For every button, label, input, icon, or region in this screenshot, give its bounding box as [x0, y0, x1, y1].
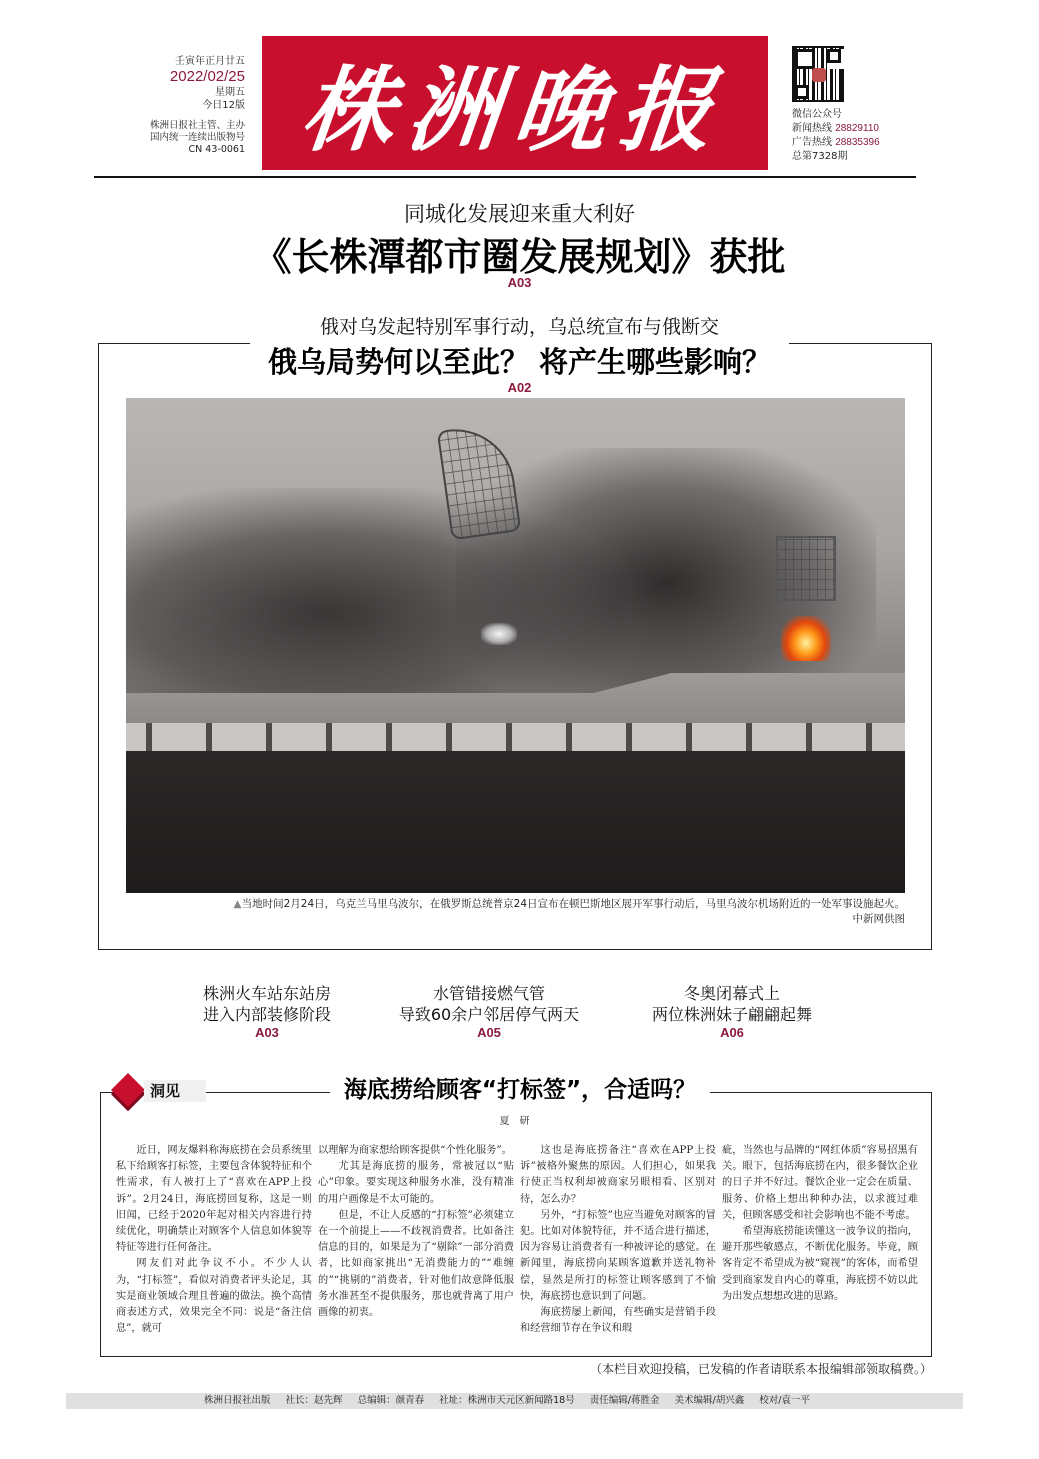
news-hotline: 新闻热线 28829110 [792, 123, 879, 134]
publisher-line-2: 国内统一连续出版物号 [149, 132, 245, 143]
footer-responsible-editor: 责任编辑/蒋胜金 [589, 1395, 660, 1406]
section-tag [110, 1076, 210, 1106]
pages-today: 今日12版 [202, 100, 245, 111]
caption-triangle-icon: ▲ [233, 898, 242, 910]
article-column-3: 这也是海底捞备注“喜欢在APP上投诉”被格外聚焦的原因。人们担心，如果我行使正当权利却被商家另眼相看、区别对待，怎么办？ 另外，“打标签”也应当避免对顾客的冒犯。比如对体貌特征，并不适合进行描述，因为容易让消费者有一种被评论的感觉。在新闻里，海底捞向某顾客道歉并送礼物补偿，显然是所打的标签让顾客感到了不愉快，海底捞也意识到了问题。 海底捞屡上新闻，有些确实是营销手段和经营细节存在争议和瑕 [520, 1145, 716, 1335]
article-column-1: 近日，网友爆料称海底捞在会员系统里私下给顾客打标签，主要包含体貌特征和个性需求，有人被打上了“喜欢在APP上投诉”。2月24日，海底捞回复称，这是一则旧闻，已经于2020年起对相关内容进行持续优化，明确禁止对顾客个人信息如体貌等特征等进行任何备注。 网友们对此争议不小。不少人认为，“打标签”，看似对消费者评头论足，其实是商业领域合理且普遍的做法。换个高情商表述方式，效果完全不同：说是“备注信息”，就可 [116, 1145, 312, 1335]
cn-number: CN 43-0061 [188, 144, 245, 155]
teaser-2[interactable]: 水管错接燃气管 导致60余户邻居停气两天 A05 [374, 983, 604, 1040]
photo-caption: ▲当地时间2月24日，乌克兰马里乌波尔，在俄罗斯总统普京24日宣布在顿巴斯地区展开军事行动后，马里乌波尔机场附近的一处军事设施起火。 中新网供图 [126, 897, 905, 927]
headline-2-kicker: 俄对乌发起特别军事行动，乌总统宣布与俄断交 [319, 316, 719, 338]
footer-proofreader: 校对/袁一平 [759, 1395, 810, 1406]
issue-number: 总第7328期 [792, 151, 848, 162]
headline-1-kicker: 同城化发展迎来重大利好 [404, 202, 635, 226]
footer-publisher: 株洲日报社出版 [204, 1395, 271, 1406]
radar-tower-graphic [776, 536, 836, 601]
headline-2-page-ref[interactable]: A02 [507, 380, 532, 395]
weekday: 星期五 [215, 87, 245, 98]
pencil-diamond-icon [111, 1073, 145, 1107]
footer-credits [66, 1393, 963, 1409]
footer-president: 社长：赵先辉 [285, 1395, 343, 1406]
date-block [130, 55, 245, 156]
teaser-1[interactable]: 株洲火车站东站房 进入内部装修阶段 A03 [152, 983, 382, 1040]
ad-hotline: 广告热线 28835396 [792, 137, 880, 148]
teaser-3[interactable]: 冬奥闭幕式上 两位株洲妹子翩翩起舞 A06 [617, 983, 847, 1040]
lunar-date: 壬寅年正月廿五 [175, 56, 245, 67]
teaser-3-page-ref[interactable]: A06 [720, 1025, 744, 1040]
headline-2-title[interactable]: 俄乌局势何以至此？ 将产生哪些影响？ [250, 340, 789, 381]
news-photo [126, 398, 905, 893]
opinion-title: 海底捞给顾客“打标签”，合适吗？ [330, 1071, 710, 1104]
wechat-label: 微信公众号 [792, 109, 842, 120]
photo-credit: 中新网供图 [852, 913, 905, 925]
masthead-logo [262, 36, 768, 170]
issue-date: 2022/02/25 [169, 68, 245, 85]
paper-name: 株洲晚报 [296, 56, 732, 164]
footer-art-editor: 美术编辑/胡兴鑫 [674, 1395, 745, 1406]
masthead-divider [94, 176, 916, 178]
teaser-2-page-ref[interactable]: A05 [477, 1025, 501, 1040]
radar-dish-graphic [437, 422, 522, 541]
submission-note: （本栏目欢迎投稿，已发稿的作者请联系本报编辑部领取稿费。） [589, 1362, 932, 1376]
headline-1-page-ref[interactable]: A03 [507, 275, 532, 290]
article-column-2: 以理解为商家想给顾客提供“个性化服务”。 尤其是海底捞的服务，常被冠以“贴心”印象。要实现这种服务水准，没有精准的用户画像是不太可能的。 但是，不让人反感的“打标签”必须建立在一个前提上——不歧视消费者。比如备注信息的目的，如果是为了“剔除”一部分消费者，比如商家挑出“无消费能力的”“难缠的”“挑剔的”消费者，针对他们故意降低服务水准甚至不提供服务，那也就背离了用户画像的初衷。 [318, 1145, 514, 1319]
contact-block [792, 46, 932, 164]
opinion-author: 夏研 [499, 1116, 540, 1127]
headline-1-title[interactable]: 《长株潭都市圈发展规划》获批 [253, 235, 786, 279]
publisher-line-1: 株洲日报社主管、主办 [149, 120, 245, 131]
teaser-1-page-ref[interactable]: A03 [255, 1025, 279, 1040]
section-tag-label: 洞见 [144, 1080, 206, 1102]
article-column-4: 疵，当然也与品牌的“网红体质”容易招黑有关。眼下，包括海底捞在内，很多餐饮企业的日子并不好过。餐饮企业一定会在质量、服务、价格上想出种种办法，以求渡过难关，但顾客感受和社会影响也不能不考虑。 希望海底捞能读懂这一波争议的指向，避开那些敏感点，不断优化服务。毕竟，顾客肯定不希望成为被“窥视”的客体，而希望受到商家发自内心的尊重，海底捞不妨以此为出发点想想改进的思路。 [722, 1145, 918, 1302]
fire-graphic [781, 616, 831, 661]
footer-address: 社址：株洲市天元区新闻路18号 [439, 1395, 575, 1406]
footer-editor-in-chief: 总编辑：颜青春 [357, 1395, 425, 1406]
wechat-qr-code-icon [792, 46, 844, 102]
